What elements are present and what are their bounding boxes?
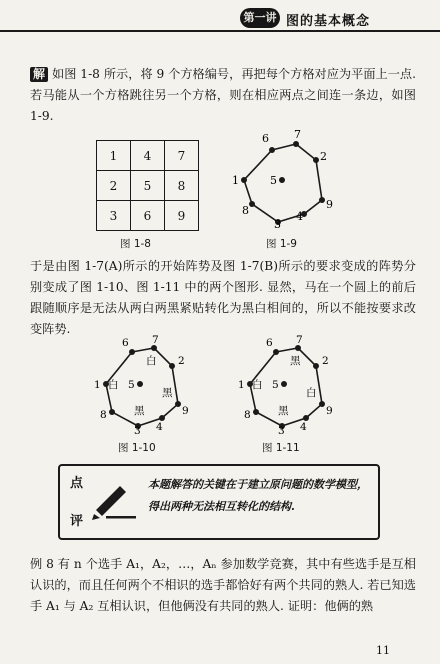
vertex (129, 349, 135, 355)
vertex-label: 8 (244, 409, 251, 421)
vertex-label: 1 (238, 379, 245, 391)
vertex (249, 201, 255, 207)
figure-1-8-grid (96, 140, 199, 231)
vertex-label: 2 (178, 355, 185, 367)
grid-cell: 5 (131, 171, 165, 201)
vertex-center (279, 177, 285, 183)
header-rule (0, 30, 440, 32)
page-number: 11 (376, 644, 390, 657)
piece-label: 黑 (162, 387, 173, 399)
figure-1-9-caption: 图 1-9 (266, 238, 297, 250)
vertex (109, 409, 115, 415)
grid-row (97, 141, 199, 171)
vertex-label: 2 (322, 355, 329, 367)
explanation-paragraph: 于是由图 1-7(A)所示的开始阵势及图 1-7(B)所示的要求变成的阵势分别变成了图 1-10、图 1-11 中的两个图形. 显然，马在一个圆上的前后跟随顺序是无法从两白两黑紧贴转化为黑白相间的，所以不能按要求改变阵势. (30, 259, 416, 336)
comment-label-bottom: 评 (70, 514, 84, 529)
vertex (319, 401, 325, 407)
piece-label: 白 (252, 379, 263, 391)
figure-1-11-caption: 图 1-11 (262, 442, 300, 454)
solution-paragraph (30, 64, 416, 127)
vertex-label: 6 (266, 337, 273, 349)
vertex-label: 5 (272, 379, 279, 391)
figure-1-9-graph (226, 128, 346, 228)
vertex-label: 4 (300, 421, 307, 433)
comment-label-top: 点 (70, 476, 84, 491)
vertex-label: 7 (294, 128, 301, 141)
vertex (313, 157, 319, 163)
piece-label: 白 (306, 387, 317, 399)
vertex-label: 5 (270, 174, 277, 187)
example-8-paragraph: 例 8 有 n 个选手 A₁，A₂，…，Aₙ 参加数学竞赛，其中有些选手是互相认识的，而且任何两个不相识的选手都恰好有两个共同的熟人. 若已知选手 A₁ 与 A₂ 互相认识，但他俩没有共同的熟人. 证明：他俩的熟 (30, 557, 416, 613)
grid-cell: 1 (97, 141, 131, 171)
grid-cell: 6 (131, 201, 165, 231)
grid-row (97, 201, 199, 231)
vertex (175, 401, 181, 407)
vertex (241, 177, 247, 183)
piece-label: 黑 (278, 405, 289, 417)
piece-label: 黑 (290, 355, 301, 367)
piece-label: 黑 (134, 405, 145, 417)
grid-cell: 9 (165, 201, 199, 231)
vertex-label: 5 (128, 379, 135, 391)
pen-icon (90, 480, 140, 520)
vertex (253, 409, 259, 415)
vertex (313, 363, 319, 369)
figure-1-11-graph (236, 334, 346, 434)
vertex-center (137, 381, 143, 387)
figure-1-10-caption: 图 1-10 (118, 442, 156, 454)
vertex (169, 363, 175, 369)
grid-cell: 7 (165, 141, 199, 171)
vertex-label: 4 (296, 210, 303, 223)
chapter-tag: 第一讲 (240, 8, 280, 28)
vertex-label: 9 (326, 198, 333, 211)
solution-label: 解 (30, 67, 48, 82)
vertex-label: 6 (122, 337, 129, 349)
vertex-label: 1 (232, 174, 239, 187)
vertex-label: 6 (262, 132, 269, 145)
vertex-label: 8 (242, 204, 249, 217)
vertex (319, 197, 325, 203)
figure-1-8-caption: 图 1-8 (120, 238, 151, 250)
comment-box (58, 464, 380, 540)
vertex-label: 4 (156, 421, 163, 433)
grid-cell: 3 (97, 201, 131, 231)
solution-text: 如图 1-8 所示，将 9 个方格编号，再把每个方格对应为平面上一点. 若马能从一个方格跳往另一个方格，则在相应两点之间连一条边，如图 1-9. (30, 67, 416, 123)
vertex-label: 3 (134, 425, 141, 434)
vertex-label: 9 (182, 405, 189, 417)
vertex-label: 9 (326, 405, 333, 417)
vertex-center (281, 381, 287, 387)
vertex-label: 7 (296, 334, 303, 346)
grid-cell: 2 (97, 171, 131, 201)
vertex-label: 3 (274, 218, 281, 228)
vertex-label: 7 (152, 334, 159, 346)
comment-text: 本题解答的关键在于建立原问题的数学模型，得出两种无法相互转化的结构. (148, 478, 368, 513)
vertex-label: 1 (94, 379, 101, 391)
grid-row (97, 171, 199, 201)
knight-cycle (244, 144, 322, 222)
vertex (269, 147, 275, 153)
vertex-label: 3 (278, 425, 285, 434)
grid-cell: 4 (131, 141, 165, 171)
figure-1-10-graph (92, 334, 202, 434)
vertex (273, 349, 279, 355)
vertex-label: 2 (320, 150, 327, 163)
piece-label: 白 (146, 355, 157, 367)
vertex (293, 141, 299, 147)
chapter-title: 图的基本概念 (286, 14, 371, 29)
piece-label: 白 (108, 379, 119, 391)
vertex-label: 8 (100, 409, 107, 421)
grid-cell: 8 (165, 171, 199, 201)
